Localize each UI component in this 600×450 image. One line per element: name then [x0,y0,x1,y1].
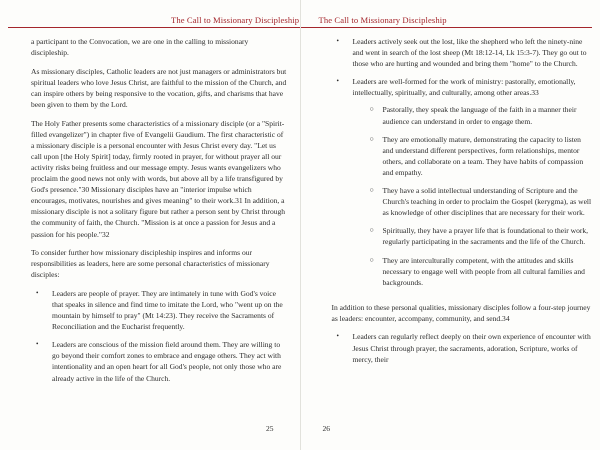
paragraph-journey: In addition to these personal qualities, missionary disciples follow a four-step journey as leaders: encounter, accompany, community, and send.34 [331,302,591,323]
list-item-text: Leaders are people of prayer. They are intimately in tune with God's voice that speaks in silence and find time to imitate the Lord, who "went up on the mountain by himself to pray" (Mt 14:23). They receive the Sacraments of Reconciliation and the Eucharist frequently. [52,288,283,332]
list-item [332,36,594,69]
page-number-left: 25 [266,424,274,433]
bullet-icon: • [336,332,339,341]
list-item [332,331,594,364]
list-item-text: Leaders actively seek out the lost, like the shepherd who left the ninety-nine and went in search of the lost sheep (Mt 18:12-14, Lk 15:3-7). They go out to those who are hurting and wounded and bring them "home" to the Church. [352,37,587,69]
bullet-icon: • [36,340,39,349]
sub-list-item-text: They are emotionally mature, demonstrating the capacity to listen and understand different perspectives, form relationships, mentor others, and collaborate on a team. They have habits of compassion and empathy. [382,134,584,177]
sub-list-item [353,255,594,288]
running-head-left: The Call to Missionary Discipleship [171,15,300,25]
running-head-rule-right [301,27,593,28]
paragraph-2: As missionary disciples, Catholic leaders are not just managers or administrators but spiritual leaders who love Jesus Christ, are faithful to the mission of the Church, and can inspire others by being responsive to the vocation, gifts, and charisms that have been given to them by the Lord. [31,66,287,109]
list-item-text: Leaders are well-formed for the work of ministry: pastorally, emotionally, intellectually, spiritually, and culturally, among other areas.33 [352,77,576,98]
bullet-icon: • [336,37,339,45]
sub-list-item [353,185,594,218]
sub-list-item-text: They are interculturally competent, with the attitudes and skills necessary to engage well with people from all cultural families and backgrounds. [382,255,585,287]
bullet-icon: • [336,77,339,86]
paragraph-4: To consider further how missionary discipleship inspires and informs our responsibilities as leaders, here are some personal characteristics of missionary disciples: [31,248,270,280]
left-page-body [31,36,287,391]
list-item-text: Leaders are conscious of the mission field around them. They are willing to go beyond their comfort zones to embrace and engage others. They act with intentionality and an open heart for all God's people, not only those who are already active in the life of the Church. [52,340,282,383]
sub-list-item-text: Pastorally, they speak the language of the faith in a manner their audience can understand in order to engage them. [382,105,577,126]
sub-bullet-icon: ○ [369,134,374,143]
sub-bullet-icon: ○ [369,186,374,195]
sub-list-item [353,104,594,126]
sub-list-item [353,134,594,178]
list-item [31,288,287,332]
sub-list-item [353,225,594,247]
running-head-right: The Call to Missionary Discipleship [318,15,447,25]
sub-bullet-icon: ○ [369,105,374,114]
bullet-icon: • [36,288,39,297]
list-item [31,339,287,383]
right-page [301,0,600,450]
right-page-body [332,36,594,372]
sub-list-item-text: Spiritually, they have a prayer life that is foundational to their work, regularly participating in the sacraments and the life of the Church. [382,226,589,247]
paragraph-3: The Holy Father presents some characteristics of a missionary disciple (or a "Spirit-filled evangelizer") in chapter five of Evangelii Gaudium. The first characteristic of a missionary disciple is a personal encounter with Jesus Christ every day. "Let us call upon [the Holy Spirit] today, firmly rooted in prayer, for without prayer all our activity risks being fruitless and our message empty. Jesus wants evangelizers who proclaim the good news not only with words, but above all by a life transfigured by God's presence."30 Missionary disciples have an "interior impulse which encourages, motivates, nourishes and gives meaning" to their work.31 In addition, a missionary disciple is not a solitary figure but rather a person sent by Christ through the community of faith, the Church. "Mission is at once a passion for Jesus and a passion for his people."32 [31,118,286,239]
paragraph-1: a participant to the Convocation, we are one in the calling to missionary discipleship. [31,37,249,58]
sub-list-item-text: They have a solid intellectual understanding of Scripture and the Church's teaching in order to proclaim the Gospel (kerygma), as well as knowledge of other disciplines that are necessary for their work. [382,186,592,218]
list-item-content [353,76,594,295]
sub-bullet-icon: ○ [369,226,374,235]
page-number-right: 26 [322,424,330,433]
running-head-rule-left [8,27,300,28]
list-item [332,76,594,295]
sub-bullet-icon: ○ [369,255,374,264]
list-item-text: Leaders can regularly reflect deeply on their own experience of encounter with Jesus Christ through prayer, the sacraments, adoration, Scripture, works of mercy, their [352,332,591,364]
